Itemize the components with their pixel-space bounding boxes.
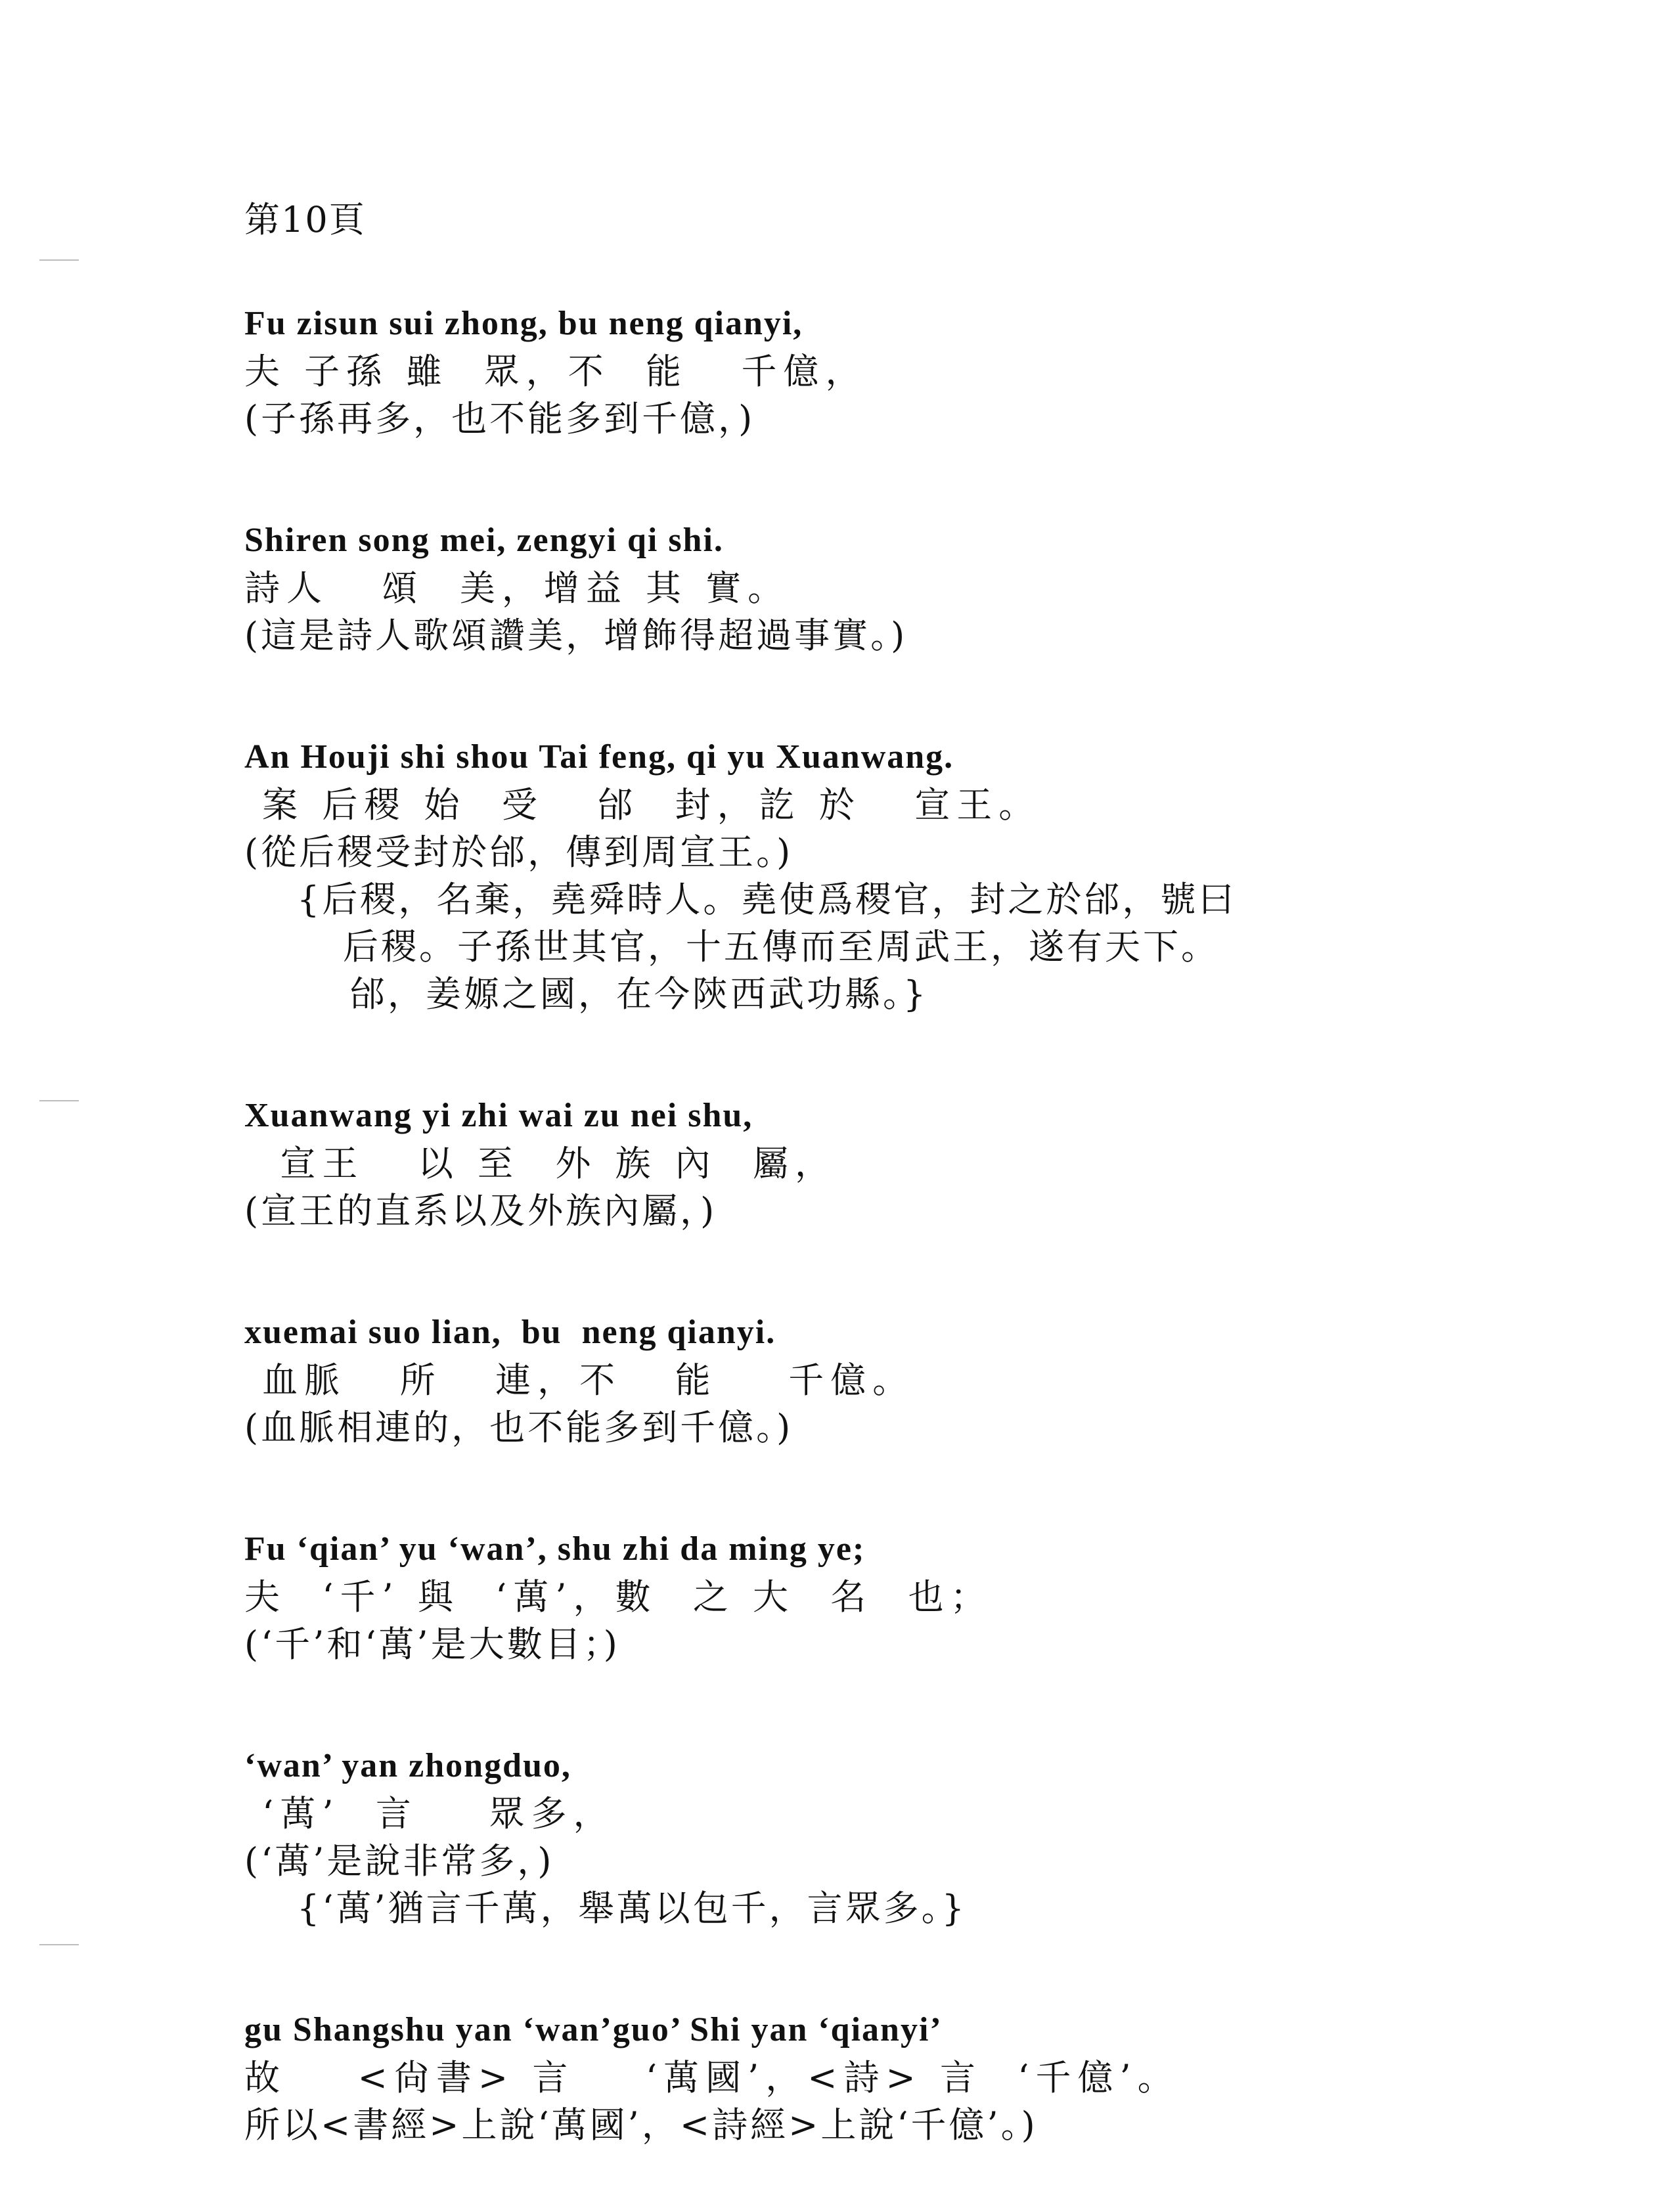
- page-label: 第10頁: [244, 199, 366, 240]
- verse-block: [244, 722, 1492, 1018]
- chinese-text-line: 故 <尙書> 言 ‘萬國’，<詩> 言 ‘千億’。: [244, 2057, 1180, 2098]
- pinyin-line: Shiren song mei, zengyi qi shi.: [244, 521, 724, 559]
- chinese-text-line: 案 后稷 始 受 邰 封，訖 於 宣王。: [244, 784, 1041, 826]
- commentary-line: 后稷。子孫世其官，十五傳而至周武王，遂有天下。: [343, 926, 1219, 967]
- pinyin-line: An Houji shi shou Tai feng, qi yu Xuanwang.: [244, 738, 954, 776]
- chinese-text-line: 宣王 以 至 外 族 內 屬，: [244, 1143, 837, 1184]
- commentary-line: 邰，姜嫄之國，在今陝西武功縣。}: [349, 973, 929, 1015]
- translation-note: (這是詩人歌頌讚美，增飾得超過事實。): [244, 615, 908, 656]
- pinyin-line: Xuanwang yi zhi wai zu nei shu,: [244, 1097, 753, 1134]
- verse-block: [244, 506, 1492, 659]
- translation-note: (‘萬’是說非常多，): [244, 1840, 554, 1882]
- pinyin-line: Fu zisun sui zhong, bu neng qianyi,: [244, 305, 803, 342]
- verse-block: [244, 1731, 1492, 1932]
- scan-edge-mark: [39, 1100, 79, 1101]
- verse-block: [244, 289, 1492, 443]
- chinese-text-line: 血脈 所 連，不 能 千億。: [244, 1360, 915, 1401]
- scan-edge-mark: [39, 1944, 79, 1945]
- translation-note: (子孫再多，也不能多到千億，): [244, 398, 755, 439]
- verse-block: [244, 1298, 1492, 1451]
- pinyin-line: gu Shangshu yan ‘wan’guo’ Shi yan ‘qianyi’: [244, 2011, 943, 2048]
- pinyin-line: Fu ‘qian’ yu ‘wan’, shu zhi da ming ye;: [244, 1530, 866, 1568]
- translation-note: (宣王的直系以及外族內屬，): [244, 1190, 717, 1231]
- pinyin-line: ‘wan’ yan zhongduo,: [244, 1747, 571, 1784]
- commentary-line: {后稷，名棄，堯舜時人。堯使爲稷官，封之於邰，號曰: [297, 879, 1237, 920]
- chinese-text-line: 夫 子孫 雖 眾，不 能 千億，: [244, 351, 868, 392]
- scan-edge-mark: [39, 259, 79, 261]
- translation-note: (血脈相連的，也不能多到千億。): [244, 1407, 793, 1448]
- commentary-line: {‘萬’猶言千萬，舉萬以包千，言眾多。}: [297, 1888, 968, 1929]
- chinese-text-line: ‘萬’ 言 眾多，: [244, 1793, 615, 1834]
- translation-note: (‘千’和‘萬’是大數目；): [244, 1624, 620, 1665]
- pinyin-line: xuemai suo lian, bu neng qianyi.: [244, 1314, 776, 1351]
- translation-note: 所以<書經>上說‘萬國’，<詩經>上說‘千億’。): [244, 2104, 1038, 2146]
- chinese-text-line: 詩人 頌 美，增益 其 實。: [244, 567, 790, 609]
- verse-block: [244, 1081, 1492, 1235]
- text-body: [244, 289, 1492, 2212]
- verse-block: [244, 1515, 1492, 1668]
- chinese-text-line: 夫 ‘千’ 與 ‘萬’，數 之 大 名 也；: [244, 1576, 993, 1618]
- translation-note: (從后稷受封於邰，傳到周宣王。): [244, 831, 793, 873]
- verse-block: [244, 1995, 1492, 2149]
